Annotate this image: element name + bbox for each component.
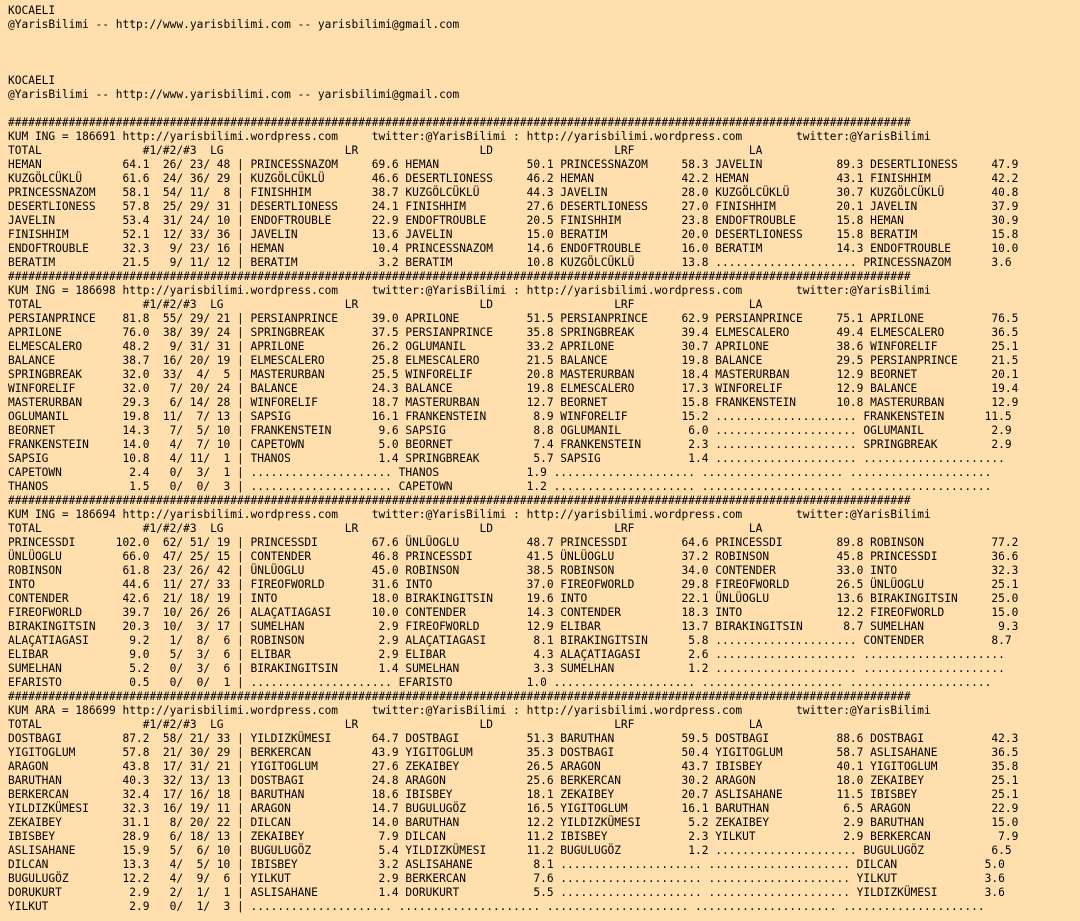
text-line: BALANCE 38.7 16/ 20/ 19 | ELMESCALERO 25.8 ELMESCALERO 21.5 BALANCE 19.8 BALANCE 29.5 PERSIANPRINCE 21.5 — [8, 354, 1019, 367]
text-body — [8, 4, 1080, 914]
text-line: FRANKENSTEIN 14.0 4/ 7/ 10 | CAPETOWN 5.0 BEORNET 7.4 FRANKENSTEIN 2.3 ..................... SPRINGBREAK 2.9 — [8, 438, 1012, 451]
text-line: INTO 44.6 11/ 27/ 33 | FIREOFWORLD 31.6 INTO 37.0 FIREOFWORLD 29.8 FIREOFWORLD 26.5 ÜNLÜOGLU 25.1 — [8, 578, 1019, 591]
text-line: ROBINSON 61.8 23/ 26/ 42 | ÜNLÜOGLU 45.0 ROBINSON 38.5 ROBINSON 34.0 CONTENDER 33.0 INTO 32.3 — [8, 564, 1019, 577]
text-line: JAVELIN 53.4 31/ 24/ 10 | ENDOFTROUBLE 22.9 ENDOFTROUBLE 20.5 FINISHHIM 23.8 ENDOFTROUBLE 15.8 HEMAN 30.9 — [8, 214, 1019, 227]
text-line: DOSTBAGI 87.2 58/ 21/ 33 | YILDIZKÜMESI 64.7 DOSTBAGI 51.3 BARUTHAN 59.5 DOSTBAGI 88.6 DOSTBAGI 42.3 — [8, 732, 1019, 745]
text-line: BERKERCAN 32.4 17/ 16/ 18 | BARUTHAN 18.6 IBISBEY 18.1 ZEKAIBEY 20.7 ASLISAHANE 11.5 IBISBEY 25.1 — [8, 788, 1019, 801]
text-line: APRILONE 76.0 38/ 39/ 24 | SPRINGBREAK 37.5 PERSIANPRINCE 35.8 SPRINGBREAK 39.4 ELMESCALERO 49.4 ELMESCALERO 36.5 — [8, 326, 1019, 339]
text-line: YILKUT 2.9 0/ 1/ 3 | ..................... ..................... ..................... ..................... ..................... — [8, 900, 985, 913]
text-line: KUM ING = 186698 http://yarisbilimi.wordpress.com twitter:@YarisBilimi : http://yarisbilimi.wordpress.com twitter:@YarisBilimi — [8, 284, 931, 297]
text-line: SPRINGBREAK 32.0 33/ 4/ 5 | MASTERURBAN 25.5 WINFORELIF 20.8 MASTERURBAN 18.4 MASTERURBAN 12.9 BEORNET 20.1 — [8, 368, 1019, 381]
text-line: ZEKAIBEY 31.1 8/ 20/ 22 | DILCAN 14.0 BARUTHAN 12.2 YILDIZKÜMESI 5.2 ZEKAIBEY 2.9 BARUTHAN 15.0 — [8, 816, 1019, 829]
text-line: SAPSIG 10.8 4/ 11/ 1 | THANOS 1.4 SPRINGBREAK 5.7 SAPSIG 1.4 ..................... ..................... — [8, 452, 1005, 465]
text-line: DESERTLIONESS 57.8 25/ 29/ 31 | DESERTLIONESS 24.1 FINISHHIM 27.6 DESERTLIONESS 27.0 FINISHHIM 20.1 JAVELIN 37.9 — [8, 200, 1019, 213]
text-line: KUM ING = 186694 http://yarisbilimi.wordpress.com twitter:@YarisBilimi : http://yarisbilimi.wordpress.com twitter:@YarisBilimi — [8, 508, 931, 521]
text-line: ###################################################################################################################################### — [8, 270, 911, 283]
text-line: ELMESCALERO 48.2 9/ 31/ 31 | APRILONE 26.2 OGLUMANIL 33.2 APRILONE 30.7 APRILONE 38.6 WINFORELIF 25.1 — [8, 340, 1019, 353]
document-page — [8, 4, 1080, 921]
text-line: PRINCESSNAZOM 58.1 54/ 11/ 8 | FINISHHIM 38.7 KUZGÖLCÜKLÜ 44.3 JAVELIN 28.0 KUZGÖLCÜKLÜ 30.7 KUZGÖLCÜKLÜ 40.8 — [8, 186, 1019, 199]
text-line: @YarisBilimi -- http://www.yarisbilimi.com -- yarisbilimi@gmail.com — [8, 88, 460, 101]
text-line: ###################################################################################################################################### — [8, 116, 911, 129]
text-line: KOCAELI — [8, 4, 56, 17]
text-line: WINFORELIF 32.0 7/ 20/ 24 | BALANCE 24.3 BALANCE 19.8 ELMESCALERO 17.3 WINFORELIF 12.9 BALANCE 19.4 — [8, 382, 1019, 395]
text-line: TOTAL #1/#2/#3 LG LR LD LRF LA — [8, 718, 763, 731]
text-line — [8, 102, 1080, 116]
text-line: IBISBEY 28.9 6/ 18/ 13 | ZEKAIBEY 7.9 DILCAN 11.2 IBISBEY 2.3 YILKUT 2.9 BERKERCAN 7.9 — [8, 830, 1019, 843]
text-line: ###################################################################################################################################### — [8, 494, 911, 507]
text-line: HEMAN 64.1 26/ 23/ 48 | PRINCESSNAZOM 69.6 HEMAN 50.1 PRINCESSNAZOM 58.3 JAVELIN 89.3 DESERTLIONESS 47.9 — [8, 158, 1019, 171]
text-line: BUGULUGÖZ 12.2 4/ 9/ 6 | YILKUT 2.9 BERKERCAN 7.6 ..................... ..................... YILKUT 3.6 — [8, 872, 1005, 885]
text-line: ARAGON 43.8 17/ 31/ 21 | YIGITOGLUM 27.6 ZEKAIBEY 26.5 ARAGON 43.7 IBISBEY 40.1 YIGITOGLUM 35.8 — [8, 760, 1019, 773]
text-line: ASLISAHANE 15.9 5/ 6/ 10 | BUGULUGÖZ 5.4 YILDIZKÜMESI 11.2 BUGULUGÖZ 1.2 ..................... BUGULUGÖZ 6.5 — [8, 844, 1012, 857]
text-line — [8, 32, 1080, 46]
text-line: MASTERURBAN 29.3 6/ 14/ 28 | WINFORELIF 18.7 MASTERURBAN 12.7 BEORNET 15.8 FRANKENSTEIN 10.8 MASTERURBAN 12.9 — [8, 396, 1019, 409]
text-line: ELIBAR 9.0 5/ 3/ 6 | ELIBAR 2.9 ELIBAR 4.3 ALAÇATIAGASI 2.6 ..................... ..................... — [8, 648, 1005, 661]
text-line: YILDIZKÜMESI 32.3 16/ 19/ 11 | ARAGON 14.7 BUGULUGÖZ 16.5 YIGITOGLUM 16.1 BARUTHAN 6.5 ARAGON 22.9 — [8, 802, 1019, 815]
text-line: FIREOFWORLD 39.7 10/ 26/ 26 | ALAÇATIAGASI 10.0 CONTENDER 14.3 CONTENDER 18.3 INTO 12.2 FIREOFWORLD 15.0 — [8, 606, 1019, 619]
text-line: DILCAN 13.3 4/ 5/ 10 | IBISBEY 3.2 ASLISAHANE 8.1 ..................... ..................... DILCAN 5.0 — [8, 858, 1005, 871]
text-line: TOTAL #1/#2/#3 LG LR LD LRF LA — [8, 298, 763, 311]
text-line: BEORNET 14.3 7/ 5/ 10 | FRANKENSTEIN 9.6 SAPSIG 8.8 OGLUMANIL 6.0 ..................... OGLUMANIL 2.9 — [8, 424, 1012, 437]
text-line: THANOS 1.5 0/ 0/ 3 | ..................... CAPETOWN 1.2 ..................... ..................... ..................... — [8, 480, 992, 493]
text-line: TOTAL #1/#2/#3 LG LR LD LRF LA — [8, 522, 763, 535]
text-line: SUMELHAN 5.2 0/ 3/ 6 | BIRAKINGITSIN 1.4 SUMELHAN 3.3 SUMELHAN 1.2 ..................... ..................... — [8, 662, 1005, 675]
text-line: EFARISTO 0.5 0/ 0/ 1 | ..................... EFARISTO 1.0 ..................... ..................... ..................... — [8, 676, 992, 689]
text-line: ALAÇATIAGASI 9.2 1/ 8/ 6 | ROBINSON 2.9 ALAÇATIAGASI 8.1 BIRAKINGITSIN 5.8 ..................... CONTENDER 8.7 — [8, 634, 1012, 647]
text-line — [8, 46, 1080, 60]
text-line: BARUTHAN 40.3 32/ 13/ 13 | DOSTBAGI 24.8 ARAGON 25.6 BERKERCAN 30.2 ARAGON 18.0 ZEKAIBEY 25.1 — [8, 774, 1019, 787]
text-line: FINISHHIM 52.1 12/ 33/ 36 | JAVELIN 13.6 JAVELIN 15.0 BERATIM 20.0 DESERTLIONESS 15.8 BERATIM 15.8 — [8, 228, 1019, 241]
text-line: OGLUMANIL 19.8 11/ 7/ 13 | SAPSIG 16.1 FRANKENSTEIN 8.9 WINFORELIF 15.2 ..................... FRANKENSTEIN 11.5 — [8, 410, 1012, 423]
text-line: @YarisBilimi -- http://www.yarisbilimi.com -- yarisbilimi@gmail.com — [8, 18, 460, 31]
text-line: TOTAL #1/#2/#3 LG LR LD LRF LA — [8, 144, 763, 157]
text-line: KUM ING = 186691 http://yarisbilimi.wordpress.com twitter:@YarisBilimi : http://yarisbilimi.wordpress.com twitter:@YarisBilimi — [8, 130, 931, 143]
text-line: KOCAELI — [8, 74, 56, 87]
text-line: KUZGÖLCÜKLÜ 61.6 24/ 36/ 29 | KUZGÖLCÜKLÜ 46.6 DESERTLIONESS 46.2 HEMAN 42.2 HEMAN 43.1 FINISHHIM 42.2 — [8, 172, 1019, 185]
text-line: ÜNLÜOGLU 66.0 47/ 25/ 15 | CONTENDER 46.8 PRINCESSDI 41.5 ÜNLÜOGLU 37.2 ROBINSON 45.8 PRINCESSDI 36.6 — [8, 550, 1019, 563]
text-line: ###################################################################################################################################### — [8, 690, 911, 703]
text-line: PERSIANPRINCE 81.8 55/ 29/ 21 | PERSIANPRINCE 39.0 APRILONE 51.5 PERSIANPRINCE 62.9 PERSIANPRINCE 75.1 APRILONE 76.5 — [8, 312, 1019, 325]
text-line: PRINCESSDI 102.0 62/ 51/ 19 | PRINCESSDI 67.6 ÜNLÜOGLU 48.7 PRINCESSDI 64.6 PRINCESSDI 89.8 ROBINSON 77.2 — [8, 536, 1019, 549]
text-line: CONTENDER 42.6 21/ 18/ 19 | INTO 18.0 BIRAKINGITSIN 19.6 INTO 22.1 ÜNLÜOGLU 13.6 BIRAKINGITSIN 25.0 — [8, 592, 1019, 605]
text-line: KUM ARA = 186699 http://yarisbilimi.wordpress.com twitter:@YarisBilimi : http://yarisbilimi.wordpress.com twitter:@YarisBilimi — [8, 704, 931, 717]
text-line: ENDOFTROUBLE 32.3 9/ 23/ 16 | HEMAN 10.4 PRINCESSNAZOM 14.6 ENDOFTROUBLE 16.0 BERATIM 14.3 ENDOFTROUBLE 10.0 — [8, 242, 1019, 255]
text-line — [8, 60, 1080, 74]
text-line: CAPETOWN 2.4 0/ 3/ 1 | ..................... THANOS 1.9 ..................... ..................... ..................... — [8, 466, 992, 479]
text-line: BERATIM 21.5 9/ 11/ 12 | BERATIM 3.2 BERATIM 10.8 KUZGÖLCÜKLÜ 13.8 ..................... PRINCESSNAZOM 3.6 — [8, 256, 1012, 269]
text-line: YIGITOGLUM 57.8 21/ 30/ 29 | BERKERCAN 43.9 YIGITOGLUM 35.3 DOSTBAGI 50.4 YIGITOGLUM 58.7 ASLISAHANE 36.5 — [8, 746, 1019, 759]
text-line: DORUKURT 2.9 2/ 1/ 1 | ASLISAHANE 1.4 DORUKURT 5.5 ..................... ..................... YILDIZKÜMESI 3.6 — [8, 886, 1005, 899]
text-line: BIRAKINGITSIN 20.3 10/ 3/ 17 | SUMELHAN 2.9 FIREOFWORLD 12.9 ELIBAR 13.7 BIRAKINGITSIN 8.7 SUMELHAN 9.3 — [8, 620, 1019, 633]
